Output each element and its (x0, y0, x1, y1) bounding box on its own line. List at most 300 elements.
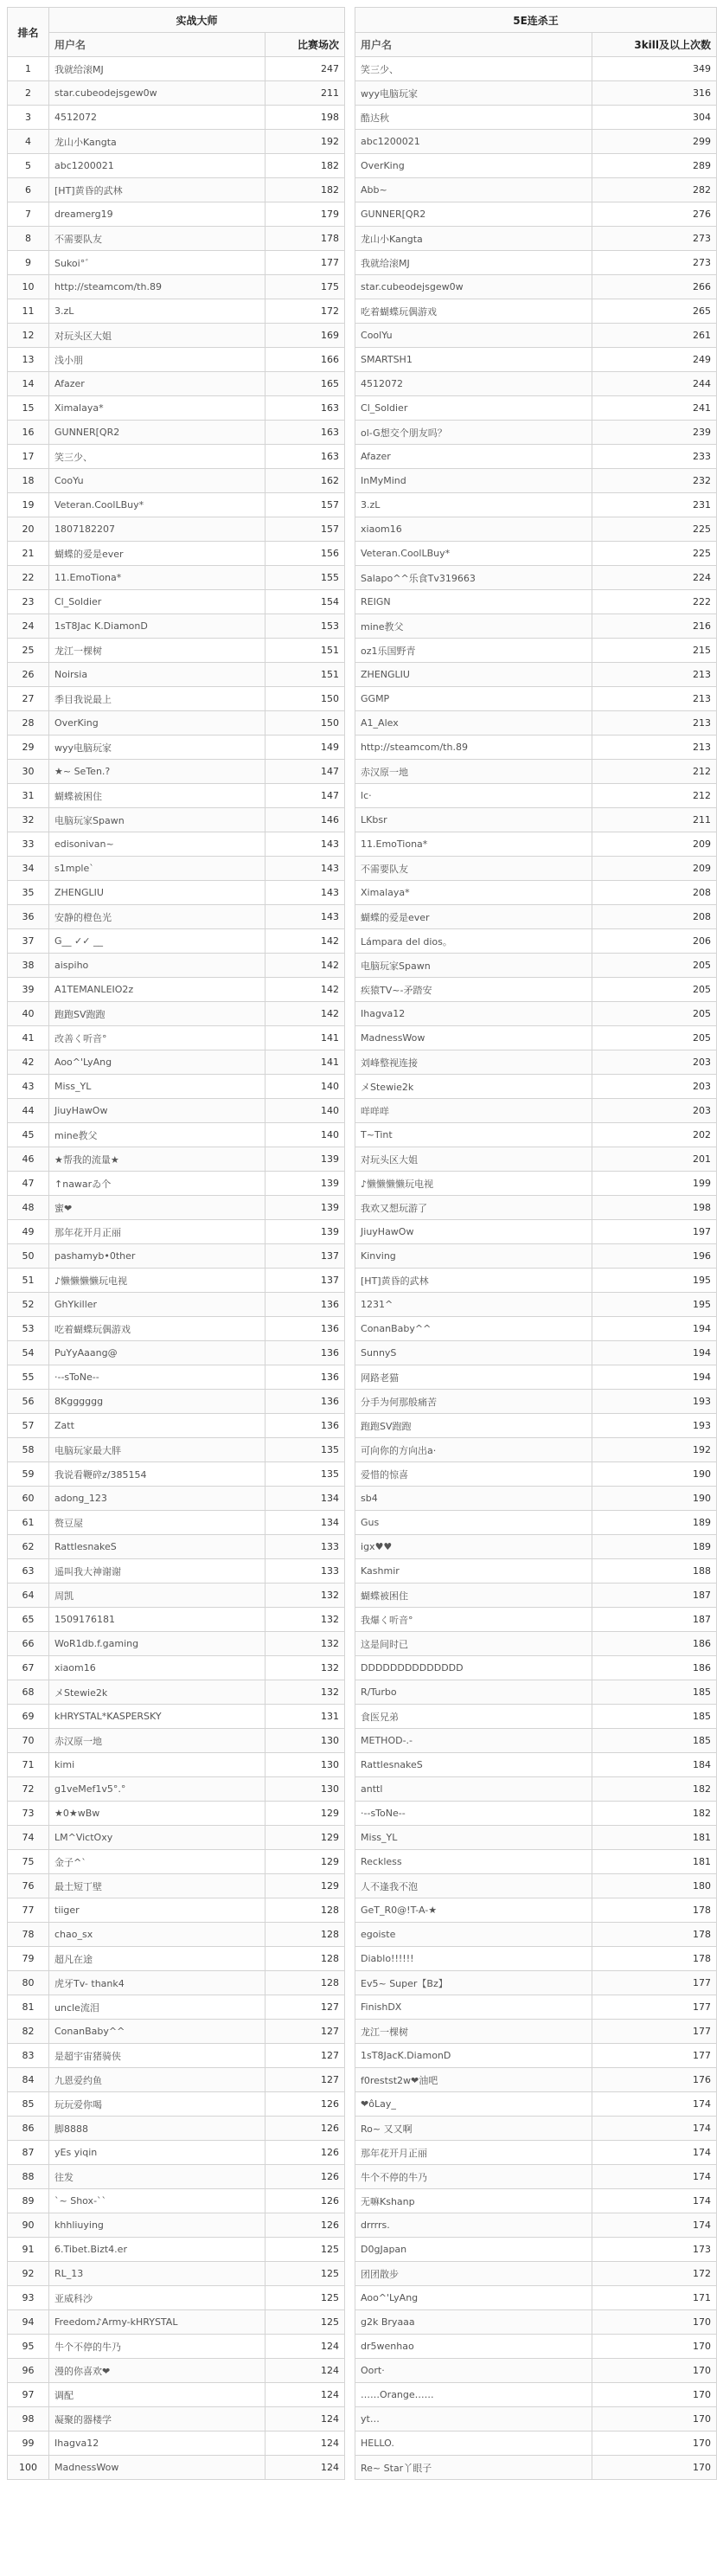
table-row (8, 857, 717, 881)
kills-cell: 170 (592, 2383, 717, 2407)
rank-cell: 36 (8, 905, 49, 929)
column-gap (345, 1559, 355, 1584)
username-cell: ★0★wBw (49, 1802, 266, 1826)
rank-cell: 62 (8, 1535, 49, 1559)
table-row (8, 1632, 717, 1656)
table-row (8, 663, 717, 687)
kills-cell: 194 (592, 1365, 717, 1390)
username-cell: abc1200021 (49, 154, 266, 178)
username-cell-2: 1231^ (355, 1293, 592, 1317)
matches-cell: 136 (266, 1365, 345, 1390)
username-cell-2: ……Orange…… (355, 2383, 592, 2407)
table-row (8, 1099, 717, 1123)
username-cell-2: mine教父 (355, 614, 592, 639)
kills-cell: 203 (592, 1099, 717, 1123)
leaderboard-body (8, 57, 717, 2480)
kills-cell: 273 (592, 251, 717, 275)
kills-cell: 177 (592, 1995, 717, 2020)
column-gap (345, 178, 355, 202)
username-cell-2: 我爆く听音° (355, 1608, 592, 1632)
rank-cell: 98 (8, 2407, 49, 2431)
rank-cell: 100 (8, 2456, 49, 2480)
username-cell: 安静的橙色光 (49, 905, 266, 929)
column-gap (345, 1050, 355, 1075)
kills-cell: 193 (592, 1390, 717, 1414)
table-row (8, 639, 717, 663)
table-row (8, 1729, 717, 1753)
matches-cell: 129 (266, 1874, 345, 1898)
column-gap (345, 687, 355, 711)
username-cell-2: 不需要队友 (355, 857, 592, 881)
username-cell-2: 分手为何那般痛苦 (355, 1390, 592, 1414)
username-cell-2: dr5wenhao (355, 2335, 592, 2359)
rank-cell: 26 (8, 663, 49, 687)
username-cell: kHRYSTAL*KASPERSKY (49, 1705, 266, 1729)
table-row (8, 1874, 717, 1898)
matches-cell: 136 (266, 1390, 345, 1414)
username-cell-2: 龙江一棵树 (355, 2020, 592, 2044)
table-row (8, 372, 717, 396)
username-cell: edisonivan~ (49, 832, 266, 857)
table-row (8, 1487, 717, 1511)
rank-cell: 25 (8, 639, 49, 663)
kills-cell: 299 (592, 130, 717, 154)
username-cell-2: abc1200021 (355, 130, 592, 154)
column-gap (345, 1632, 355, 1656)
table-row (8, 1947, 717, 1971)
username-cell: Zatt (49, 1414, 266, 1438)
column-gap (345, 445, 355, 469)
rank-cell: 16 (8, 421, 49, 445)
kills-cell: 265 (592, 299, 717, 324)
table-row (8, 227, 717, 251)
table-row (8, 711, 717, 736)
table-row (8, 1438, 717, 1462)
table-row (8, 2117, 717, 2141)
username-cell-2: Miss_YL (355, 1826, 592, 1850)
matches-cell: 127 (266, 2020, 345, 2044)
rank-cell: 65 (8, 1608, 49, 1632)
rank-cell: 3 (8, 106, 49, 130)
username-cell: LM^VictOxy (49, 1826, 266, 1850)
matches-cell: 157 (266, 493, 345, 517)
rank-cell: 42 (8, 1050, 49, 1075)
username-cell: 电脑玩家最大胖 (49, 1438, 266, 1462)
kills-cell: 205 (592, 1026, 717, 1050)
username-cell-2: T~Tint (355, 1123, 592, 1147)
matches-cell: 150 (266, 711, 345, 736)
username-cell-2: ♪懒懒懒懒玩电视 (355, 1172, 592, 1196)
kills-cell: 170 (592, 2431, 717, 2456)
username-cell: 1509176181 (49, 1608, 266, 1632)
column-gap (345, 2213, 355, 2238)
username-cell-2: [HT]黄昏的武林 (355, 1269, 592, 1293)
rank-cell: 72 (8, 1777, 49, 1802)
column-gap (345, 299, 355, 324)
table-row (8, 2407, 717, 2431)
username-cell-2: HELLO. (355, 2431, 592, 2456)
table-row (8, 1244, 717, 1269)
table-row (8, 1511, 717, 1535)
username-cell: 我就给滚MJ (49, 57, 266, 81)
column-gap (345, 1123, 355, 1147)
column-gap (345, 1244, 355, 1269)
rank-cell: 7 (8, 202, 49, 227)
username-cell-2: Kinving (355, 1244, 592, 1269)
username-cell-2: MadnessWow (355, 1026, 592, 1050)
rank-cell: 29 (8, 736, 49, 760)
kills-cell: 170 (592, 2310, 717, 2335)
username-cell: 改善く听音° (49, 1026, 266, 1050)
rank-cell: 58 (8, 1438, 49, 1462)
kills-header: 3kill及以上次数 (592, 33, 717, 57)
table-row (8, 1147, 717, 1172)
rank-cell: 61 (8, 1511, 49, 1535)
rank-cell: 5 (8, 154, 49, 178)
kills-cell: 174 (592, 2213, 717, 2238)
table-row (8, 1172, 717, 1196)
table-row (8, 736, 717, 760)
username-cell-2: 那年花开月正丽 (355, 2141, 592, 2165)
table-row (8, 1753, 717, 1777)
matches-cell: 177 (266, 251, 345, 275)
table-row (8, 106, 717, 130)
column-gap (345, 1220, 355, 1244)
username-cell: aispiho (49, 954, 266, 978)
table-row (8, 1680, 717, 1705)
matches-cell: 163 (266, 396, 345, 421)
kills-cell: 215 (592, 639, 717, 663)
rank-header: 排名 (8, 8, 49, 57)
table-row (8, 784, 717, 808)
table-row (8, 978, 717, 1002)
kills-cell: 232 (592, 469, 717, 493)
username-cell: 九恩爱约鱼 (49, 2068, 266, 2092)
username-cell: 笑三少、 (49, 445, 266, 469)
rank-cell: 37 (8, 929, 49, 954)
kills-cell: 172 (592, 2262, 717, 2286)
rank-cell: 40 (8, 1002, 49, 1026)
matches-cell: 136 (266, 1414, 345, 1438)
username-cell-2: http://steamcom/th.89 (355, 736, 592, 760)
username-cell: wyy电脑玩家 (49, 736, 266, 760)
username-cell: 往发 (49, 2165, 266, 2189)
kills-cell: 177 (592, 2044, 717, 2068)
username-cell-2: anttl (355, 1777, 592, 1802)
rank-cell: 79 (8, 1947, 49, 1971)
table-row (8, 929, 717, 954)
table-row (8, 2238, 717, 2262)
rank-cell: 94 (8, 2310, 49, 2335)
rank-cell: 75 (8, 1850, 49, 1874)
username-cell: uncle流泪 (49, 1995, 266, 2020)
rank-cell: 38 (8, 954, 49, 978)
kills-cell: 213 (592, 687, 717, 711)
rank-cell: 59 (8, 1462, 49, 1487)
table-row (8, 1656, 717, 1680)
username-cell: g1veMef1v5°.° (49, 1777, 266, 1802)
rank-cell: 44 (8, 1099, 49, 1123)
username-cell: 牛个不停的牛乃 (49, 2335, 266, 2359)
username-cell: 调配 (49, 2383, 266, 2407)
matches-cell: 153 (266, 614, 345, 639)
matches-cell: 140 (266, 1123, 345, 1147)
rank-cell: 23 (8, 590, 49, 614)
column-gap (345, 275, 355, 299)
username-cell-2: sb4 (355, 1487, 592, 1511)
username-cell: 玩玩爱你喝 (49, 2092, 266, 2117)
username-cell: CooYu (49, 469, 266, 493)
username-cell: 那年花开月正丽 (49, 1220, 266, 1244)
username-cell: 超凡在途 (49, 1947, 266, 1971)
matches-cell: 155 (266, 566, 345, 590)
rank-cell: 91 (8, 2238, 49, 2262)
matches-cell: 172 (266, 299, 345, 324)
kills-cell: 349 (592, 57, 717, 81)
rank-cell: 45 (8, 1123, 49, 1147)
username-cell-2: 这是间时已 (355, 1632, 592, 1656)
column-gap (345, 1196, 355, 1220)
kills-cell: 174 (592, 2092, 717, 2117)
kills-cell: 170 (592, 2335, 717, 2359)
username-cell: yEs yiqin (49, 2141, 266, 2165)
column-gap (345, 469, 355, 493)
username-cell-2: Ro~ 又又啊 (355, 2117, 592, 2141)
column-gap (345, 1365, 355, 1390)
column-gap (345, 1874, 355, 1898)
table-row (8, 2141, 717, 2165)
username-cell: 8Kgggggg (49, 1390, 266, 1414)
column-gap (345, 2020, 355, 2044)
username-header-2: 用户名 (355, 33, 592, 57)
username-cell-2: Salapo^^乐食Tv319663 (355, 566, 592, 590)
matches-cell: 128 (266, 1971, 345, 1995)
column-gap (345, 1898, 355, 1923)
matches-cell: 179 (266, 202, 345, 227)
table-row (8, 2310, 717, 2335)
matches-cell: 139 (266, 1220, 345, 1244)
table-row (8, 1414, 717, 1438)
kills-cell: 177 (592, 1971, 717, 1995)
username-cell: 龙江一棵树 (49, 639, 266, 663)
username-cell-2: REIGN (355, 590, 592, 614)
kills-cell: 193 (592, 1414, 717, 1438)
matches-cell: 126 (266, 2092, 345, 2117)
username-cell-2: GUNNER[QR2 (355, 202, 592, 227)
matches-cell: 151 (266, 663, 345, 687)
matches-cell: 139 (266, 1172, 345, 1196)
kills-cell: 173 (592, 2238, 717, 2262)
username-cell: WoR1db.f.gaming (49, 1632, 266, 1656)
username-cell: 遥叫我大神谢谢 (49, 1559, 266, 1584)
column-gap (345, 760, 355, 784)
rank-cell: 87 (8, 2141, 49, 2165)
table-row (8, 1608, 717, 1632)
kills-cell: 196 (592, 1244, 717, 1269)
matches-cell: 139 (266, 1147, 345, 1172)
username-cell-2: SMARTSH1 (355, 348, 592, 372)
rank-cell: 50 (8, 1244, 49, 1269)
username-cell-2: JiuyHawOw (355, 1220, 592, 1244)
username-cell-2: 爱惜的惊喜 (355, 1462, 592, 1487)
kills-cell: 282 (592, 178, 717, 202)
column-gap (345, 905, 355, 929)
kills-cell: 174 (592, 2189, 717, 2213)
username-cell: JiuyHawOw (49, 1099, 266, 1123)
username-cell-2: Lámpara del dios。 (355, 929, 592, 954)
column-gap (345, 1414, 355, 1438)
kills-cell: 180 (592, 1874, 717, 1898)
rank-cell: 82 (8, 2020, 49, 2044)
rank-cell: 73 (8, 1802, 49, 1826)
username-cell-2: yt… (355, 2407, 592, 2431)
matches-cell: 126 (266, 2141, 345, 2165)
column-gap (345, 1172, 355, 1196)
username-cell: kimi (49, 1753, 266, 1777)
kills-cell: 195 (592, 1269, 717, 1293)
username-cell: pashamyb•0ther (49, 1244, 266, 1269)
kills-cell: 239 (592, 421, 717, 445)
username-cell-2: ❤ôLay_ (355, 2092, 592, 2117)
table-row (8, 1317, 717, 1341)
column-gap (345, 348, 355, 372)
column-gap (345, 1850, 355, 1874)
username-cell-2: g2k Bryaaa (355, 2310, 592, 2335)
matches-cell: 126 (266, 2117, 345, 2141)
username-cell-2: 酷达秋 (355, 106, 592, 130)
username-cell: 虎牙Tv- thank4 (49, 1971, 266, 1995)
username-cell-2: 人不逢我不泡 (355, 1874, 592, 1898)
username-cell: 赤汉原一地 (49, 1729, 266, 1753)
rank-cell: 69 (8, 1705, 49, 1729)
column-gap (345, 1269, 355, 1293)
table-row (8, 1002, 717, 1026)
leaderboard-table (7, 7, 717, 2480)
table-row (8, 1559, 717, 1584)
username-cell: 最土短丁壁 (49, 1874, 266, 1898)
column-gap (345, 1341, 355, 1365)
kills-cell: 233 (592, 445, 717, 469)
table-row (8, 57, 717, 81)
kills-cell: 187 (592, 1584, 717, 1608)
rank-cell: 64 (8, 1584, 49, 1608)
rank-cell: 9 (8, 251, 49, 275)
column-gap (345, 493, 355, 517)
column-gap (345, 2092, 355, 2117)
kills-cell: 177 (592, 2020, 717, 2044)
matches-cell: 125 (266, 2262, 345, 2286)
rank-cell: 34 (8, 857, 49, 881)
username-cell: s1mple` (49, 857, 266, 881)
username-cell-2: ConanBaby^^ (355, 1317, 592, 1341)
username-cell-2: GeT_R0@!T-A-★ (355, 1898, 592, 1923)
table-row (8, 1269, 717, 1293)
column-gap (345, 590, 355, 614)
username-cell-2: igx♥♥ (355, 1535, 592, 1559)
matches-cell: 147 (266, 760, 345, 784)
kills-cell: 266 (592, 275, 717, 299)
username-cell-2: ZHENGLIU (355, 663, 592, 687)
kills-cell: 205 (592, 954, 717, 978)
matches-cell: 128 (266, 1947, 345, 1971)
table-row (8, 2286, 717, 2310)
username-cell: dreamerg19 (49, 202, 266, 227)
rank-cell: 30 (8, 760, 49, 784)
column-gap (345, 1971, 355, 1995)
matches-cell: 132 (266, 1584, 345, 1608)
column-gap (345, 1777, 355, 1802)
column-gap (345, 154, 355, 178)
username-cell-2: Afazer (355, 445, 592, 469)
username-cell-2: 赤汉原一地 (355, 760, 592, 784)
username-cell: tiiger (49, 1898, 266, 1923)
kills-cell: 178 (592, 1898, 717, 1923)
username-cell: 金子^` (49, 1850, 266, 1874)
username-cell: Noirsia (49, 663, 266, 687)
rank-cell: 57 (8, 1414, 49, 1438)
kills-cell: 171 (592, 2286, 717, 2310)
username-cell: ★帮我的流量★ (49, 1147, 266, 1172)
kills-cell: 184 (592, 1753, 717, 1777)
username-cell-2: 笑三少、 (355, 57, 592, 81)
kills-cell: 182 (592, 1802, 717, 1826)
username-cell: 电脑玩家Spawn (49, 808, 266, 832)
table-row (8, 1898, 717, 1923)
rank-cell: 41 (8, 1026, 49, 1050)
username-cell: [HT]黄昏的武林 (49, 178, 266, 202)
column-gap (345, 202, 355, 227)
username-cell: GUNNER[QR2 (49, 421, 266, 445)
username-cell: ·--sToNe-- (49, 1365, 266, 1390)
column-gap (345, 1099, 355, 1123)
table-row (8, 2335, 717, 2359)
table-row (8, 808, 717, 832)
kills-cell: 195 (592, 1293, 717, 1317)
username-cell-2: lc· (355, 784, 592, 808)
rank-cell: 81 (8, 1995, 49, 2020)
table-row (8, 445, 717, 469)
rank-cell: 99 (8, 2431, 49, 2456)
rank-cell: 4 (8, 130, 49, 154)
table-row (8, 542, 717, 566)
username-cell-2: Ev5~ Super【Bz】 (355, 1971, 592, 1995)
matches-cell: 143 (266, 832, 345, 857)
table-row (8, 1826, 717, 1850)
kills-cell: 213 (592, 736, 717, 760)
username-cell-2: 对玩头区大姐 (355, 1147, 592, 1172)
kills-cell: 174 (592, 2117, 717, 2141)
matches-cell: 132 (266, 1632, 345, 1656)
rank-cell: 67 (8, 1656, 49, 1680)
username-cell: RattlesnakeS (49, 1535, 266, 1559)
username-cell-2: 龙山小Kangta (355, 227, 592, 251)
table-row (8, 1196, 717, 1220)
username-cell-2: 我欢又想玩游了 (355, 1196, 592, 1220)
matches-cell: 136 (266, 1293, 345, 1317)
matches-cell: 125 (266, 2286, 345, 2310)
matches-cell: 124 (266, 2335, 345, 2359)
kills-cell: 185 (592, 1729, 717, 1753)
matches-cell: 142 (266, 978, 345, 1002)
matches-cell: 124 (266, 2456, 345, 2480)
kills-cell: 190 (592, 1487, 717, 1511)
username-cell-2: wyy电脑玩家 (355, 81, 592, 106)
rank-cell: 89 (8, 2189, 49, 2213)
rank-cell: 39 (8, 978, 49, 1002)
column-gap (345, 2068, 355, 2092)
matches-cell: 133 (266, 1535, 345, 1559)
table-row (8, 1995, 717, 2020)
